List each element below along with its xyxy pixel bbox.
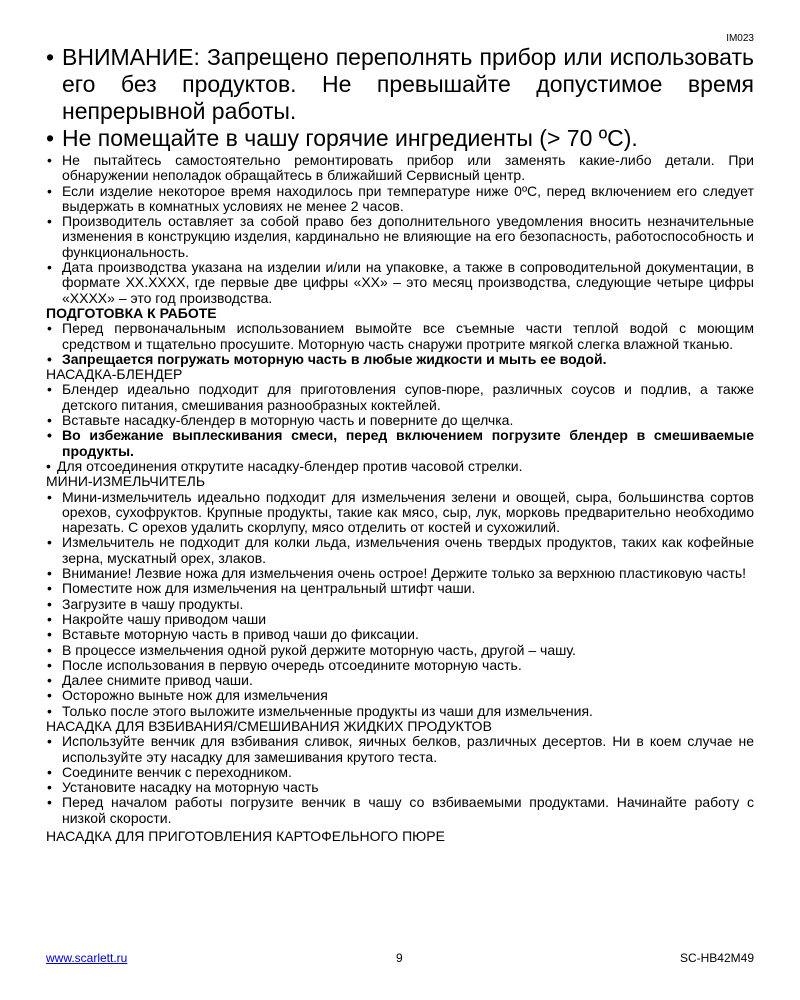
list-item xyxy=(46,566,754,581)
warning-hot-ingredients-text: Не помещайте в чашу горячие ингредиенты (> 70 ºС). xyxy=(62,125,638,151)
list-item xyxy=(46,688,754,703)
list-item-text: Не пытайтесь самостоятельно ремонтировать прибор или заменять какие-либо детали. При обнаружении неполадок обращайтесь в ближайший Сервисный центр. xyxy=(62,152,754,184)
bullet: • xyxy=(47,656,52,673)
bullet: • xyxy=(47,702,52,719)
bullet: • xyxy=(47,626,52,643)
bullet: • xyxy=(47,672,52,689)
list-item-text: Вставьте насадку-блендер в моторную часть и поверните до щелчка. xyxy=(62,412,514,429)
list-item xyxy=(46,214,754,260)
list-item xyxy=(46,597,754,612)
list-item-text: Используйте венчик для взбивания сливок, яичных белков, различных десертов. Ни в коем случае не используйте эту насадку для замешивания крутого теста. xyxy=(62,733,754,765)
list-item xyxy=(46,643,754,658)
bullet: • xyxy=(47,779,52,796)
bullet: • xyxy=(47,412,52,429)
bullet: • xyxy=(47,427,52,444)
bullet: • xyxy=(47,320,52,337)
list-item-text: Осторожно выньте нож для измельчения xyxy=(62,687,328,704)
list-item-text: Установите насадку на моторную часть xyxy=(62,779,319,796)
list-item xyxy=(46,734,754,765)
bullet: • xyxy=(47,595,52,612)
bullet: • xyxy=(47,794,52,811)
bullet: • xyxy=(47,610,52,627)
section-heading-puree: НАСАДКА ДЛЯ ПРИГОТОВЛЕНИЯ КАРТОФЕЛЬНОГО ПЮРЕ xyxy=(46,828,445,845)
bullet: • xyxy=(46,44,55,70)
list-item-text: Измельчитель не подходит для колки льда, измельчения очень твердых продуктов, таких как кофейные зерна, мускатный орех, злаков. xyxy=(62,534,754,566)
list-item xyxy=(46,581,754,596)
list-item-text: Далее снимите привод чаши. xyxy=(62,672,253,689)
list-item-text: Для отсоединения открутите насадку-блендер против часовой стрелки. xyxy=(57,457,523,474)
list-item xyxy=(46,413,754,428)
list-item-text: Блендер идеально подходит для приготовления супов-пюре, различных соусов и подлив, а также детского питания, смешивания разнообразных коктейлей. xyxy=(62,381,754,413)
list-item-text: Производитель оставляет за собой право без дополнительного уведомления вносить незначительные изменения в конструкцию изделия, кардинально не влияющие на его безопасность, работоспособность и функциональность. xyxy=(62,213,754,260)
bullet: • xyxy=(47,763,52,780)
list-item xyxy=(46,780,754,795)
page-number: 9 xyxy=(396,951,403,965)
bullet: • xyxy=(47,350,52,367)
bullet: • xyxy=(47,580,52,597)
list-item-text: Дата производства указана на изделии и/или на упаковке, а также в сопроводительной документации, в формате XX.XXXX, где первые две цифры «XX» – это месяц производства, следующие четыре цифры «XXXX» – это год производства. xyxy=(62,259,754,306)
bullet: • xyxy=(47,381,52,398)
list-item-text: Во избежание выплескивания смеси, перед включением погрузите блендер в смешиваемые продукты. xyxy=(62,427,754,459)
list-item-text: Мини-измельчитель идеально подходит для измельчения зелени и овощей, сыра, большинства сортов орехов, сухофруктов. Крупные продукты, такие как мясо, сыр, лук, морковь предварительно необходимо нарезать. С орехов удалить скорлупу, мясо отделить от костей и сухожилий. xyxy=(62,488,754,536)
document-code: IM023 xyxy=(726,33,754,44)
list-item xyxy=(46,184,754,215)
list-item xyxy=(46,428,754,459)
list-item-text: Перед первоначальным использованием вымойте все съемные части теплой водой с моющим средством и тщательно просушите. Моторную часть снаружи протрите мягкой слегка влажной тканью. xyxy=(62,320,754,352)
list-item-text: Внимание! Лезвие ножа для измельчения очень острое! Держите только за верхнюю пластиковую часть! xyxy=(62,565,747,582)
list-item xyxy=(46,382,754,413)
list-item xyxy=(46,321,754,352)
list-item xyxy=(46,795,754,826)
list-item xyxy=(46,627,754,642)
bullet: • xyxy=(47,182,52,199)
bullet: • xyxy=(47,687,52,704)
bullet: • xyxy=(46,457,51,474)
list-item xyxy=(46,612,754,627)
section-heading-whisk: НАСАДКА ДЛЯ ВЗБИВАНИЯ/СМЕШИВАНИЯ ЖИДКИХ ПРОДУКТОВ xyxy=(46,717,492,734)
page-content xyxy=(46,44,754,844)
list-item xyxy=(46,490,754,536)
model-number: SC-HB42M49 xyxy=(679,951,754,965)
section-heading-preparation: ПОДГОТОВКА К РАБОТЕ xyxy=(46,304,217,321)
list-item xyxy=(46,260,754,306)
list-item-text: Соедините венчик с переходником. xyxy=(62,763,292,780)
bullet: • xyxy=(47,152,52,168)
list-item xyxy=(46,352,754,367)
website-link[interactable]: www.scarlett.ru xyxy=(46,951,128,965)
list-item-text: Если изделие некоторое время находилось при температуре ниже 0ºС, перед включением его следует выдержать в комнатных условиях не менее 2 часов. xyxy=(62,182,754,214)
bullet: • xyxy=(47,488,52,505)
bullet: • xyxy=(46,125,55,151)
list-item-text: Запрещается погружать моторную часть в любые жидкости и мыть ее водой. xyxy=(62,350,607,367)
list-item-text: В процессе измельчения одной рукой держите моторную часть, другой – чашу. xyxy=(62,641,576,658)
bullet: • xyxy=(47,733,52,750)
list-item-text: Загрузите в чашу продукты. xyxy=(62,595,244,612)
bullet: • xyxy=(47,565,52,582)
list-item xyxy=(46,535,754,566)
general-notes-list xyxy=(46,153,754,306)
section-heading-mini-chopper: МИНИ-ИЗМЕЛЬЧИТЕЛЬ xyxy=(46,473,206,490)
bullet: • xyxy=(47,534,52,551)
warning-hot-ingredients xyxy=(46,125,754,152)
bullet: • xyxy=(47,641,52,658)
list-item-text: Перед началом работы погрузите венчик в чашу со взбиваемыми продуктами. Начинайте работу с низкой скорости. xyxy=(62,794,754,826)
list-item xyxy=(46,153,754,184)
list-item xyxy=(46,658,754,673)
list-item-text: Накройте чашу приводом чаши xyxy=(62,610,267,627)
list-item-text: Вставьте моторную часть в привод чаши до фиксации. xyxy=(62,626,419,643)
bullet: • xyxy=(47,213,52,230)
list-item-text: После использования в первую очередь отсоедините моторную часть. xyxy=(62,656,522,673)
list-item xyxy=(46,704,754,719)
section-heading-blender: НАСАДКА-БЛЕНДЕР xyxy=(46,366,183,383)
page-footer xyxy=(46,951,754,967)
list-item xyxy=(46,765,754,780)
bullet: • xyxy=(47,259,52,276)
list-item xyxy=(46,459,754,474)
warning-overfill xyxy=(46,44,754,125)
list-item-text: Только после этого выложите измельченные продукты из чаши для измельчения. xyxy=(62,702,593,719)
warning-overfill-text: ВНИМАНИЕ: Запрещено переполнять прибор или использовать его без продуктов. Не превышайте допустимое время непрерывной работы. xyxy=(62,44,754,124)
list-item xyxy=(46,673,754,688)
list-item-text: Поместите нож для измельчения на центральный штифт чаши. xyxy=(62,580,476,597)
